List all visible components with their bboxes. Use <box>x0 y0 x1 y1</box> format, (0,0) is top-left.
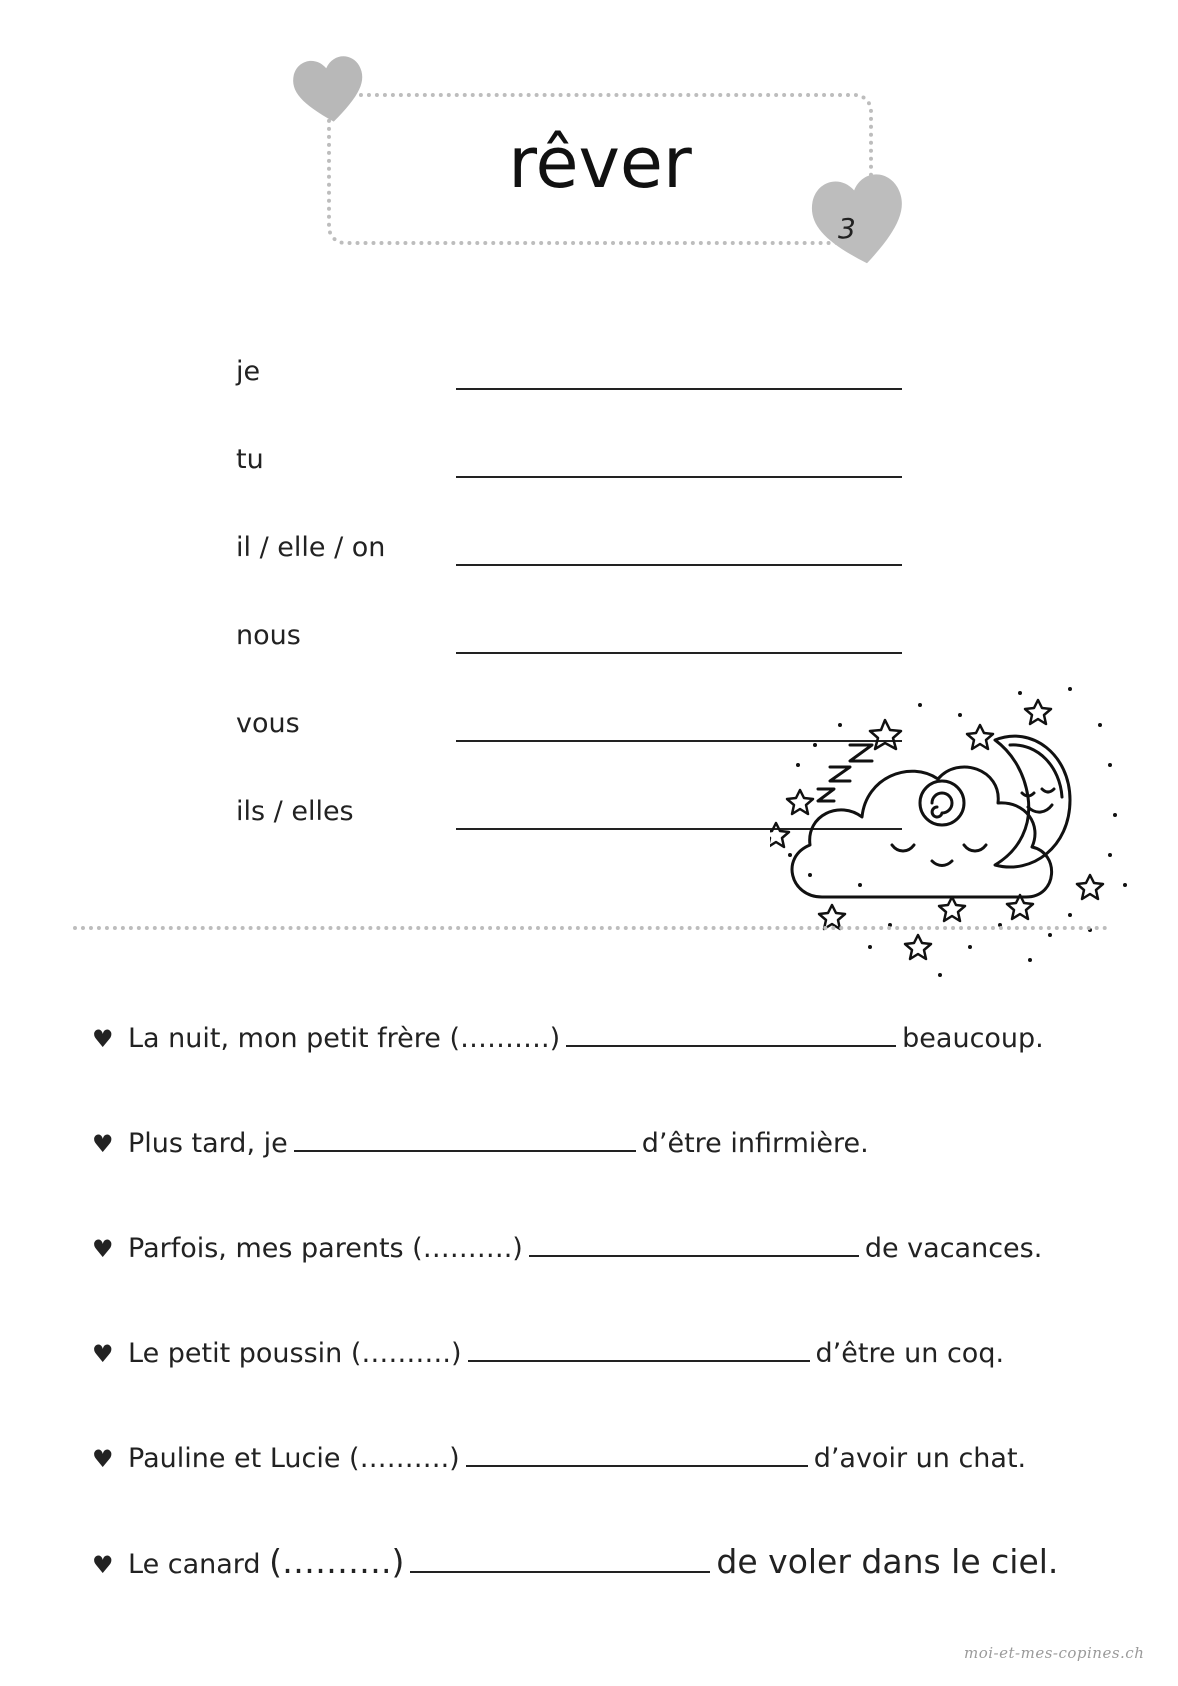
sentence-start: Plus tard, je <box>128 1128 288 1159</box>
exercise-sentence <box>92 1227 1102 1277</box>
pronoun-label: je <box>236 356 261 387</box>
sentence-start: Le petit poussin (……….) <box>128 1338 462 1369</box>
pronoun-label: il / elle / on <box>236 532 386 563</box>
answer-blank[interactable] <box>566 1017 896 1047</box>
heart-bullet-icon: ♥ <box>92 1340 114 1368</box>
heart-icon <box>808 170 910 266</box>
sentence-end: beaucoup. <box>902 1023 1044 1054</box>
answer-line[interactable] <box>456 652 902 654</box>
exercise-sentence <box>92 1542 1102 1592</box>
sentence-placeholder: (……….) <box>269 1542 405 1581</box>
exercise-sentence <box>92 1332 1102 1382</box>
conjugation-row <box>236 356 906 396</box>
answer-blank[interactable] <box>294 1122 636 1152</box>
answer-line[interactable] <box>456 476 902 478</box>
conjugation-row <box>236 620 906 660</box>
exercise-sentence <box>92 1017 1102 1067</box>
page-number: 3 <box>838 212 856 245</box>
pronoun-label: nous <box>236 620 301 651</box>
answer-blank[interactable] <box>529 1227 859 1257</box>
sentence-start: Parfois, mes parents (……….) <box>128 1233 523 1264</box>
sleeping-cloud-illustration <box>770 685 1140 1005</box>
heart-bullet-icon: ♥ <box>92 1551 114 1579</box>
heart-bullet-icon: ♥ <box>92 1235 114 1263</box>
answer-blank[interactable] <box>410 1543 710 1573</box>
exercise-sentence <box>92 1437 1102 1487</box>
answer-line[interactable] <box>456 388 902 390</box>
heart-icon <box>290 52 368 124</box>
sentence-end: d’être infirmière. <box>641 1128 869 1159</box>
heart-bullet-icon: ♥ <box>92 1445 114 1473</box>
answer-blank[interactable] <box>468 1332 810 1362</box>
sentence-start: La nuit, mon petit frère (……….) <box>128 1023 561 1054</box>
heart-bullet-icon: ♥ <box>92 1130 114 1158</box>
sentence-start: Pauline et Lucie (……….) <box>128 1443 460 1474</box>
sentence-start: Le canard <box>128 1549 261 1580</box>
section-divider <box>73 926 1108 930</box>
pronoun-label: tu <box>236 444 264 475</box>
answer-blank[interactable] <box>466 1437 808 1467</box>
sentence-end: d’être un coq. <box>815 1338 1005 1369</box>
footer-credit: moi-et-mes-copines.ch <box>964 1644 1145 1662</box>
answer-line[interactable] <box>456 564 902 566</box>
sentence-end: d’avoir un chat. <box>813 1443 1027 1474</box>
sentence-end: de voler dans le ciel. <box>716 1542 1059 1581</box>
conjugation-row <box>236 532 906 572</box>
pronoun-label: ils / elles <box>236 796 354 827</box>
page-title: rêver <box>508 122 692 204</box>
conjugation-row <box>236 444 906 484</box>
sentence-end: de vacances. <box>864 1233 1043 1264</box>
heart-bullet-icon: ♥ <box>92 1025 114 1053</box>
pronoun-label: vous <box>236 708 300 739</box>
exercise-sentence <box>92 1122 1102 1172</box>
